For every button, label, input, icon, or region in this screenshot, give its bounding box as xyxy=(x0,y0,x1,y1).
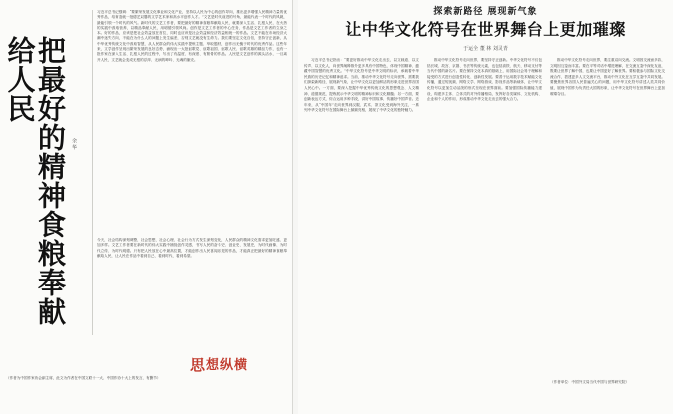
right-column-1 xyxy=(304,58,419,408)
right-column-2-text: 推动中华文化符号走向世界，要坚持守正创新。中华文化符号不仅包括长城、故宫、京剧、书法等传统元素，也包括高铁、航天、移动支付等当代中国的新名片。要在保持文化本真的基础上，用国际社会易于理解和接受的方式进行创造性转化、创新性发展。要善于运用数字技术赋能文化传播，通过短视频、网络文学、网络游戏、影视作品等新载体，让中华文化符号以更加生动活泼的形式呈现在世界面前。要加强国际传播能力建设，构建多主体、立体式的对外传播格局，发挥好各类媒体、文化机构、企业和个人的作用，形成推动中华文化走出去的强大合力。 xyxy=(427,58,542,102)
left-title-box xyxy=(3,8,79,353)
left-article-byline: 余 华 xyxy=(71,138,77,150)
left-article-body: 习近平总书记强调：“要繁荣发展文化事业和文化产业，坚持以人民为中心的创作导向，推出更多增强人民精神力量的优秀作品，培育造就一批德艺双馨的文学艺术家和高水平创作人才。”文艺是时代前进的号角，最能代表一个时代的风貌，最能引领一个时代的风气。新时代的文艺工作者，要把最好的精神食粮奉献给人民，就要深入生活、扎根人民，在火热的实践中汲取营养，以精品奉献人民，用明德引领风尚。创作是文艺工作者的中心任务，作品是文艺工作者的立身之本。好的作品，应该是把社会效益放在首位，同时也应该是社会效益和经济效益相统一的作品。文艺不能在市场经济大潮中迷失方向，不能在为什么人的问题上发生偏差，否则文艺就没有生命力。我们要坚定文化自信，坚持守正创新，从中华优秀传统文化中汲取智慧，从人民群众的伟大实践中提炼主题、萃取题材，创作出无愧于时代的优秀作品。这些年来，文学创作呈现出繁荣发展的良好态势，涌现出一大批讴歌党、讴歌祖国、讴歌人民、讴歌英雄的精品力作，也有一批作家在深入生活、扎根人民的过程中，写出了有温度、有深度、有筋骨的作品。人民是文艺创作的源头活水，一旦离开人民，文艺就会变成无根的浮萍、无病的呻吟、无魂的躯壳。 xyxy=(97,10,287,62)
column-divider xyxy=(92,10,93,335)
logo-mark: 思 xyxy=(190,356,206,374)
right-article-byline: 于运全 董 林 刘灵青 xyxy=(463,46,508,52)
right-column-1-text: 习近平总书记指出：“要更好推动中华文化走出去，以文载道、以文传声、以文化人，向世界阐释推介更多具有中国特色、体现中国精神、蕴藏中国智慧的优秀文化。”中华文化符号是中华文明的标识，承载着中华民族的历史记忆和精神追求。当前，推动中华文化符号走向世界，需要我们探索新路径、展现新气象，让中华文化以更加鲜活的形象走进世界各国人民心中。一方面，要深入挖掘中华优秀传统文化的思想观念、人文精神、道德规范，提炼展示中华文明的精神标识和文化精髓；另一方面，要创新表达方式，综合运用多种手段，讲好中国故事、传播好中国声音。近年来，从“中国年”走向世界到汉服、武术、茶文化受到海外关注，一系列中华文化符号在国际舞台上频频亮相，展现了中华文化的独特魅力。 xyxy=(304,58,419,113)
column-logo xyxy=(190,352,260,372)
left-article xyxy=(0,0,293,414)
right-article xyxy=(298,0,673,414)
right-column-3-text: 推动中华文化符号走向世界，要注重双向交流。文明因交流而多彩，文明因互鉴而丰富。要在平等对话中增进理解，在交流互鉴中深化友谊，既要让世界了解中国，也要让中国更好了解世界。要积极参与国际文化交流合作，搭建更多人文交流平台，推动中外文化在互学互鉴中共同发展。要聚焦世界各国人民普遍关心的问题，用中华文化符号讲述人类共同价值，展现中国作为负责任大国的形象，让中华文化符号在世界舞台上更加璀璨夺目。 xyxy=(550,58,665,96)
right-article-footer: （作者单位：中国外文局当代中国与世界研究院） xyxy=(550,380,630,384)
left-article-footer: （作者为中国作家协会副主席，此文为作者在中国文联十一大、中国作协十大上的发言，有删节） xyxy=(6,376,161,380)
left-article-title: 把最好的精神食粮奉献给人民 xyxy=(3,36,67,326)
right-column-2 xyxy=(427,58,542,408)
right-article-headline: 让中华文化符号在世界舞台上更加璀璨 xyxy=(345,20,626,39)
logo-text: 想纵横 xyxy=(206,358,249,373)
right-article-kicker: 探索新路径 展现新气象 xyxy=(433,7,538,17)
left-article-body-2: 今天，社会结构深刻调整，社会思想、社会心理、社会行为方式发生深刻变化，人民群众的精神文化需求更加旺盛、更加多样。文艺工作者要在新时代的伟大实践中捕捉创作灵感，书写人民的奋斗史、创业史、发展史，为时代画像、为时代立传、为时代明德。只有把人民放在心中最高位置，才能创作出人民喜闻乐见的作品，才能真正把最好的精神食粮奉献给人民，让人民在作品中看到自己、看到时代、看到希望。 xyxy=(97,238,287,258)
right-column-3 xyxy=(550,58,665,376)
